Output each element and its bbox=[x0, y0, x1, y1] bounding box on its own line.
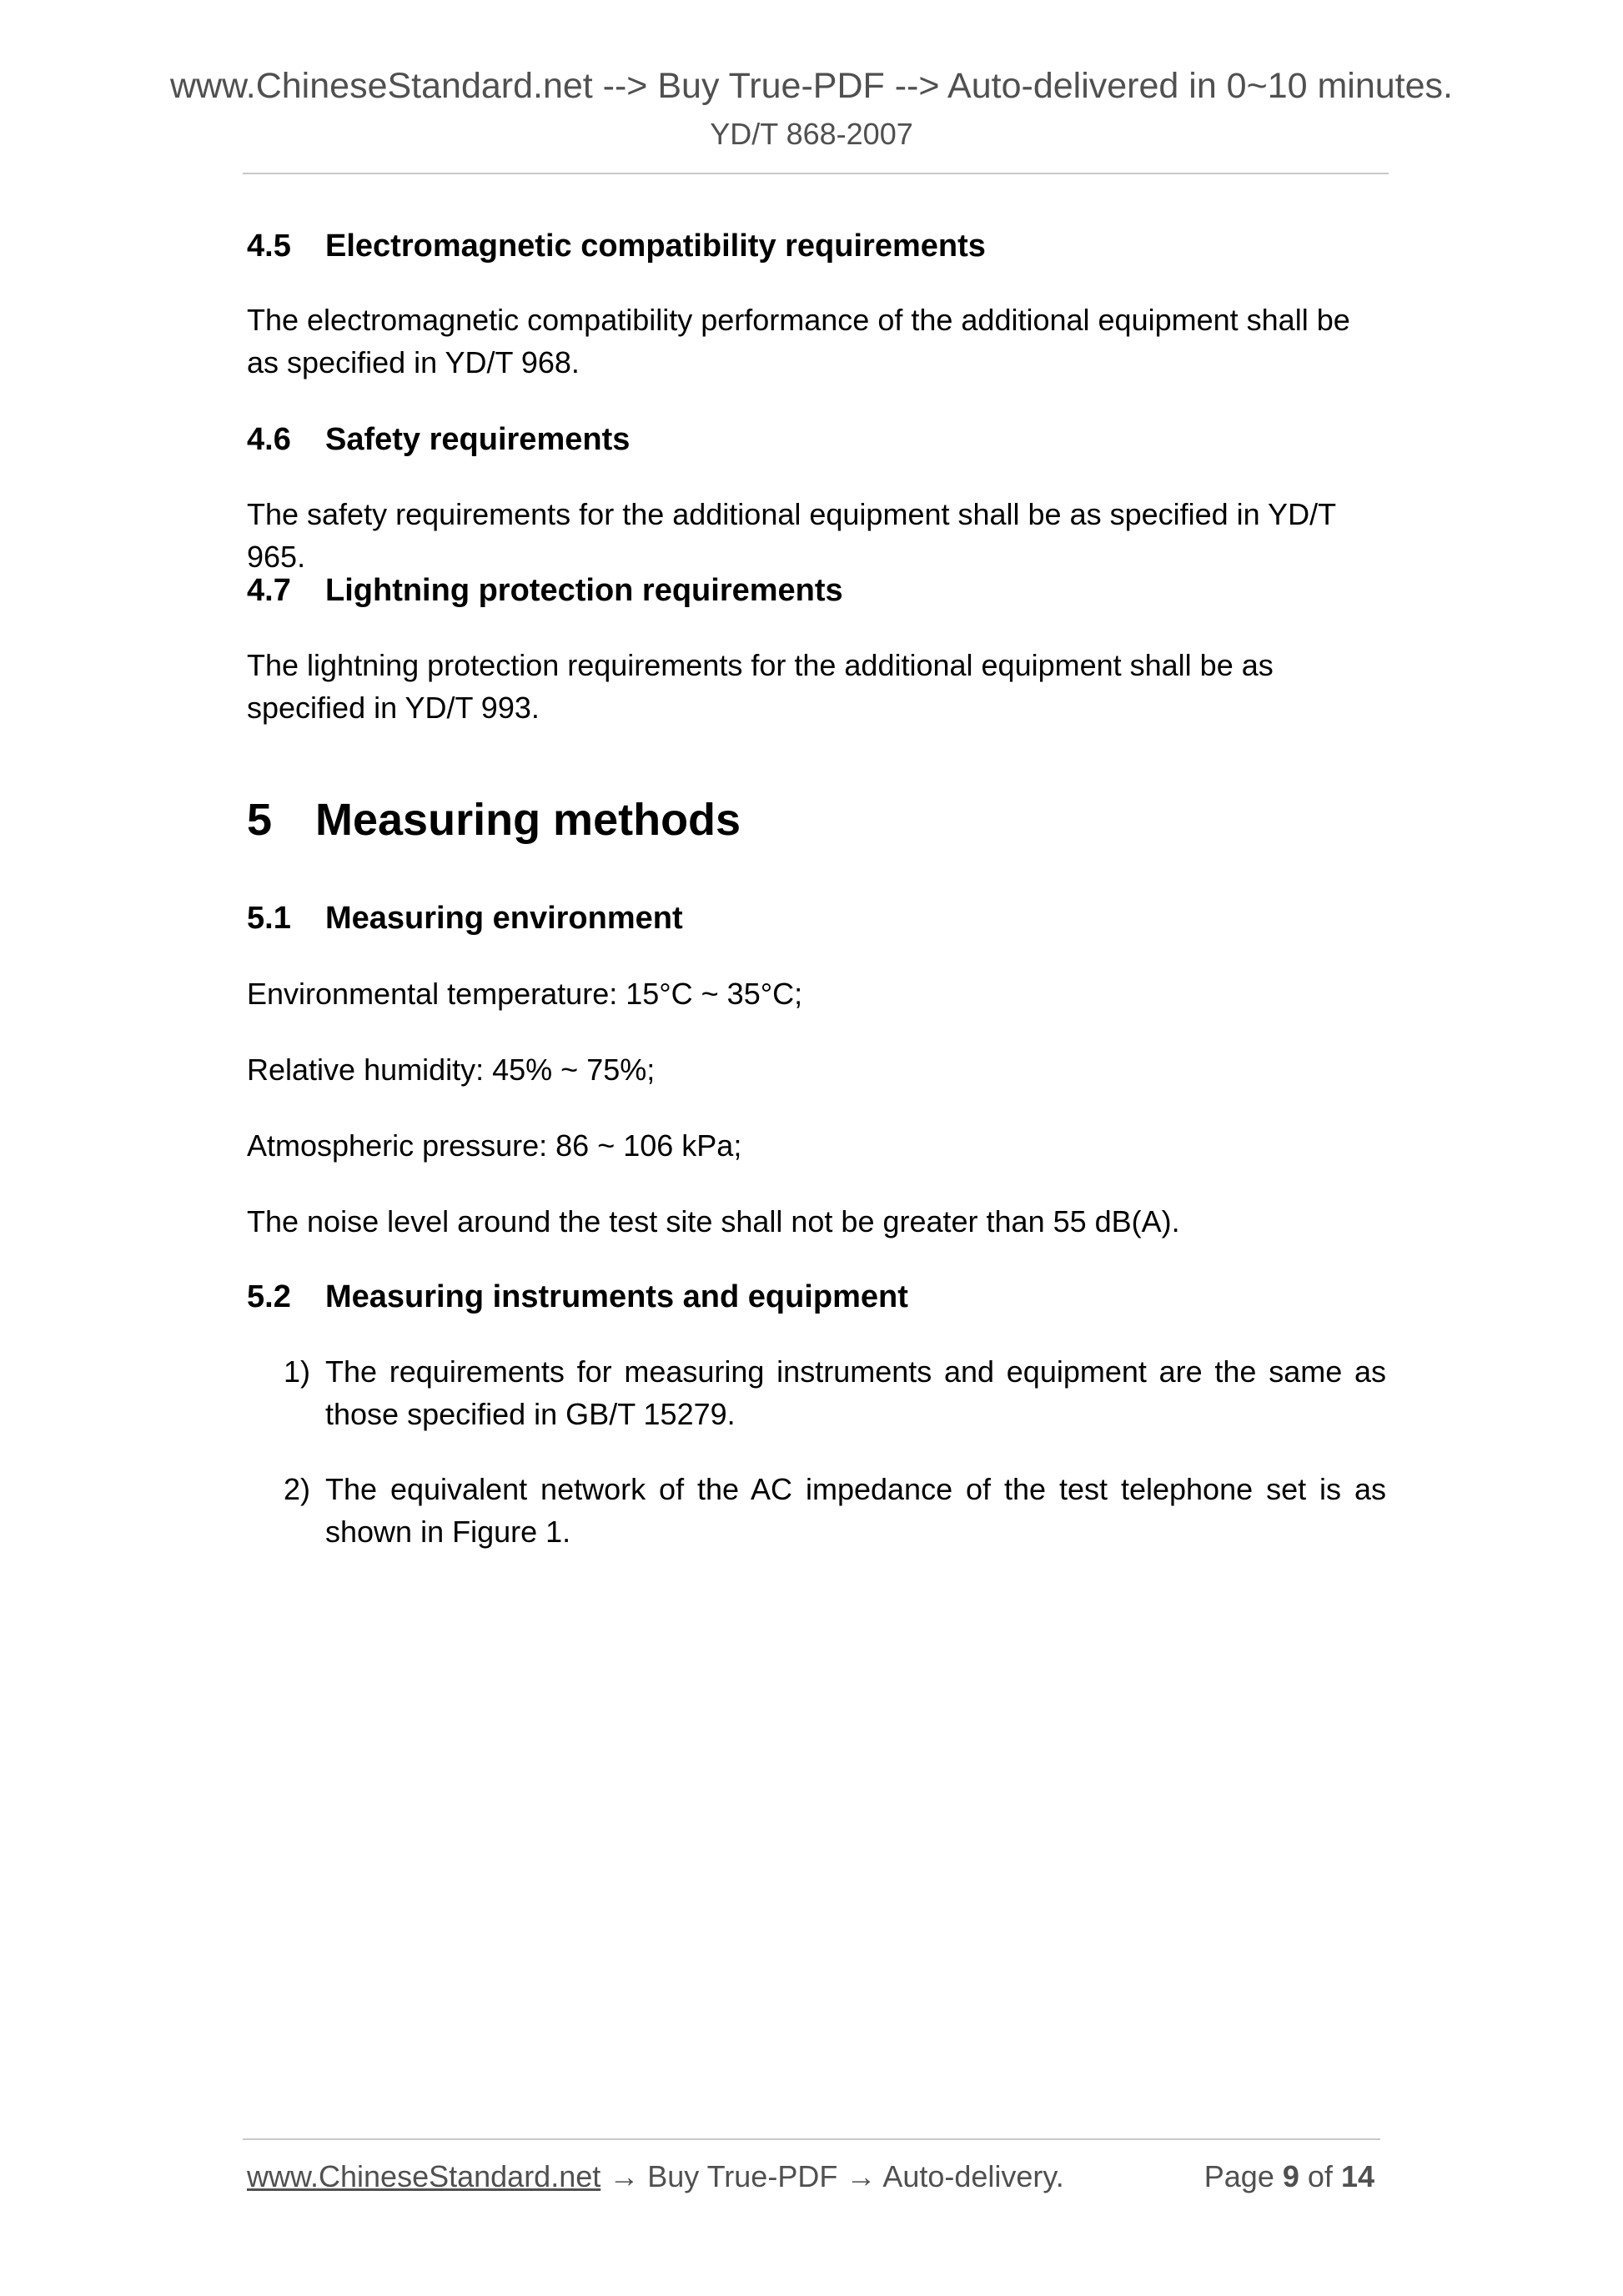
section-title: Measuring instruments and equipment bbox=[325, 1279, 908, 1314]
paragraph-emc: The electromagnetic compatibility performance of the additional equipment shall be as specified in YD/T 968. bbox=[247, 303, 1350, 379]
footer-site-link[interactable]: www.ChineseStandard.net bbox=[247, 2159, 601, 2193]
of-label: of bbox=[1307, 2159, 1333, 2193]
env-pressure-line: Atmospheric pressure: 86 ~ 106 kPa; bbox=[247, 1128, 742, 1163]
env-temperature-line: Environmental temperature: 15°C ~ 35°C; bbox=[247, 977, 803, 1011]
section-heading-4-7 bbox=[247, 572, 843, 609]
section-title: Electromagnetic compatibility requirements bbox=[325, 229, 986, 264]
section-number: 4.6 bbox=[247, 422, 291, 457]
list-marker: 1) bbox=[284, 1354, 311, 1389]
section-heading-4-5 bbox=[247, 228, 986, 264]
chapter-number: 5 bbox=[247, 795, 273, 845]
list-item-text: The equivalent network of the AC impedance of the test telephone set is as shown in Figure 1. bbox=[325, 1472, 1386, 1549]
env-humidity-line: Relative humidity: 45% ~ 75%; bbox=[247, 1053, 656, 1087]
footer bbox=[247, 2158, 1381, 2195]
list-item bbox=[284, 1350, 1386, 1435]
section-heading-5-1 bbox=[247, 900, 683, 937]
section-title: Lightning protection requirements bbox=[325, 573, 843, 608]
page-label: Page bbox=[1203, 2159, 1274, 2193]
section-number: 4.5 bbox=[247, 229, 291, 264]
current-page-number: 9 bbox=[1282, 2159, 1299, 2193]
list-marker: 2) bbox=[284, 1472, 311, 1506]
header-banner: www.ChineseStandard.net --> Buy True-PDF --> Auto-delivered in 0~10 minutes. bbox=[169, 66, 1453, 106]
section-title: Safety requirements bbox=[325, 422, 631, 457]
section-title: Measuring environment bbox=[325, 901, 683, 936]
section-heading-4-6 bbox=[247, 421, 630, 458]
paragraph-lightning: The lightning protection requirements for the additional equipment shall be as specified in YD/T 993. bbox=[247, 648, 1274, 725]
section-number: 4.7 bbox=[247, 573, 291, 608]
section-number: 5.2 bbox=[247, 1279, 291, 1314]
env-noise-line: The noise level around the test site shall not be greater than 55 dB(A). bbox=[247, 1204, 1180, 1238]
header-standard-id: YD/T 868-2007 bbox=[710, 117, 913, 151]
page-indicator bbox=[1204, 2158, 1374, 2195]
paragraph-safety: The safety requirements for the additional equipment shall be as specified in YD/T 965. bbox=[247, 497, 1336, 574]
footer-divider bbox=[243, 2138, 1380, 2140]
header-divider bbox=[243, 173, 1389, 174]
chapter-title: Measuring methods bbox=[315, 795, 741, 845]
section-number: 5.1 bbox=[247, 901, 291, 936]
list-item-text: The requirements for measuring instruments and equipment are the same as those specified in GB/T 15279. bbox=[325, 1354, 1386, 1431]
total-pages-number: 14 bbox=[1340, 2159, 1374, 2193]
footer-tagline: → Buy True-PDF → Auto-delivery. bbox=[600, 2159, 1064, 2193]
list-item bbox=[284, 1468, 1386, 1553]
chapter-heading-5 bbox=[247, 794, 741, 846]
section-heading-5-2 bbox=[247, 1279, 908, 1315]
